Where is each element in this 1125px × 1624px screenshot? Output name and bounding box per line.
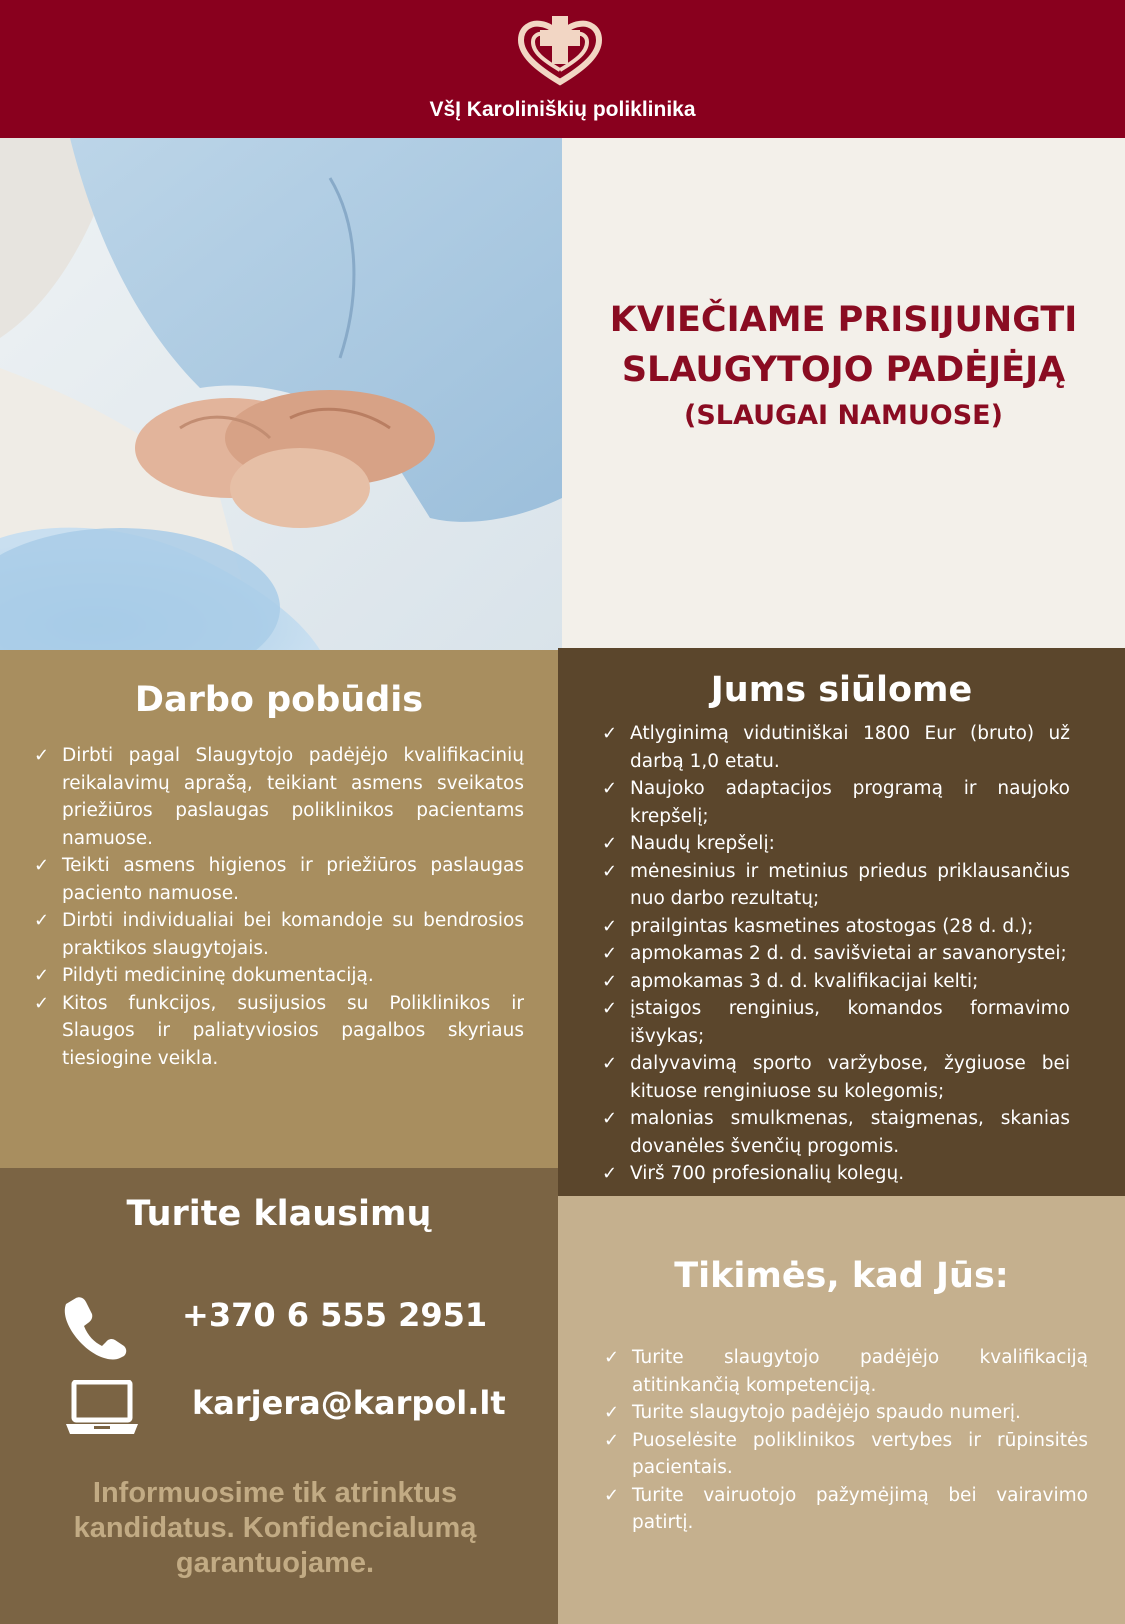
headline-line-1: KVIEČIAME PRISIJUNGTI xyxy=(609,300,1078,340)
list-item: ✓ dalyvavimą sporto varžybose, žygiuose bei kituose renginiuose su kolegomis; xyxy=(602,1050,1070,1105)
list-item: ✓ mėnesinius ir metinius priedus priklausančius nuo darbo rezultatų; xyxy=(602,858,1070,913)
list-item: ✓ apmokamas 2 d. d. savišvietai ar savanorystei; xyxy=(602,940,1070,968)
list-item: ✓ Turite slaugytojo padėjėjo spaudo numerį. xyxy=(604,1399,1088,1427)
confidentiality-notice: Informuosime tik atrinktus kandidatus. Konfidencialumą garantuojame. xyxy=(73,1477,477,1579)
organization-name: VšĮ Karoliniškių poliklinika xyxy=(429,98,696,121)
headline-subtitle: (SLAUGAI NAMUOSE) xyxy=(684,400,1003,431)
list-item: ✓ apmokamas 3 d. d. kvalifikacijai kelti; xyxy=(602,968,1070,996)
list-item: ✓ prailgintas kasmetines atostogas (28 d. d.); xyxy=(602,913,1070,941)
duties-title: Darbo pobūdis xyxy=(134,680,424,720)
list-item: ✓ Pildyti medicininę dokumentaciją. xyxy=(34,962,524,990)
list-item: ✓ Turite vairuotojo pažymėjimą bei vairavimo patirtį. xyxy=(604,1482,1088,1537)
list-item: ✓ Naujoko adaptacijos programą ir naujoko krepšelį; xyxy=(602,775,1070,830)
hero-photo xyxy=(0,138,562,650)
phone-number[interactable]: +370 6 555 2951 xyxy=(182,1296,488,1334)
list-item: ✓ Dirbti pagal Slaugytojo padėjėjo kvalifikacinių reikalavimų aprašą, teikiant asmens sveikatos priežiūros paslaugas poliklinikos pacientams namuose. xyxy=(34,742,524,852)
list-item: ✓ Naudų krepšelį: xyxy=(602,830,1070,858)
laptop-icon xyxy=(64,1380,140,1436)
list-item: ✓ Dirbti individualiai bei komandoje su bendrosios praktikos slaugytojais. xyxy=(34,907,524,962)
list-item: ✓ įstaigos renginius, komandos formavimo išvykas; xyxy=(602,995,1070,1050)
list-item: ✓ malonias smulkmenas, staigmenas, skanias dovanėles švenčių progomis. xyxy=(602,1105,1070,1160)
title-area xyxy=(562,138,1125,650)
list-item: ✓ Turite slaugytojo padėjėjo kvalifikaciją atitinkančią kompetenciją. xyxy=(604,1344,1088,1399)
phone-icon xyxy=(62,1294,128,1360)
email-address[interactable]: karjera@karpol.lt xyxy=(192,1384,506,1422)
contact-title: Turite klausimų xyxy=(126,1194,432,1234)
list-item: ✓ Puoselėsite poliklinikos vertybes ir rūpinsitės pacientais. xyxy=(604,1427,1088,1482)
list-item: ✓ Teikti asmens higienos ir priežiūros paslaugas paciento namuose. xyxy=(34,852,524,907)
offer-list xyxy=(602,720,1070,1188)
list-item: ✓ Kitos funkcijos, susijusios su Poliklinikos ir Slaugos ir paliatyviosios pagalbos skyriaus tiesiogine veikla. xyxy=(34,990,524,1073)
duties-list xyxy=(34,742,524,1072)
list-item: ✓ Atlyginimą vidutiniškai 1800 Eur (bruto) už darbą 1,0 etatu. xyxy=(602,720,1070,775)
headline-line-2: SLAUGYTOJO PADĖJĖJĄ xyxy=(621,350,1066,390)
list-item: ✓ Virš 700 profesionalių kolegų. xyxy=(602,1160,1070,1188)
expectations-list xyxy=(604,1344,1088,1537)
offer-title: Jums siūlome xyxy=(710,670,973,710)
expectations-title: Tikimės, kad Jūs: xyxy=(674,1256,1009,1296)
heart-cross-logo-icon xyxy=(515,12,605,88)
